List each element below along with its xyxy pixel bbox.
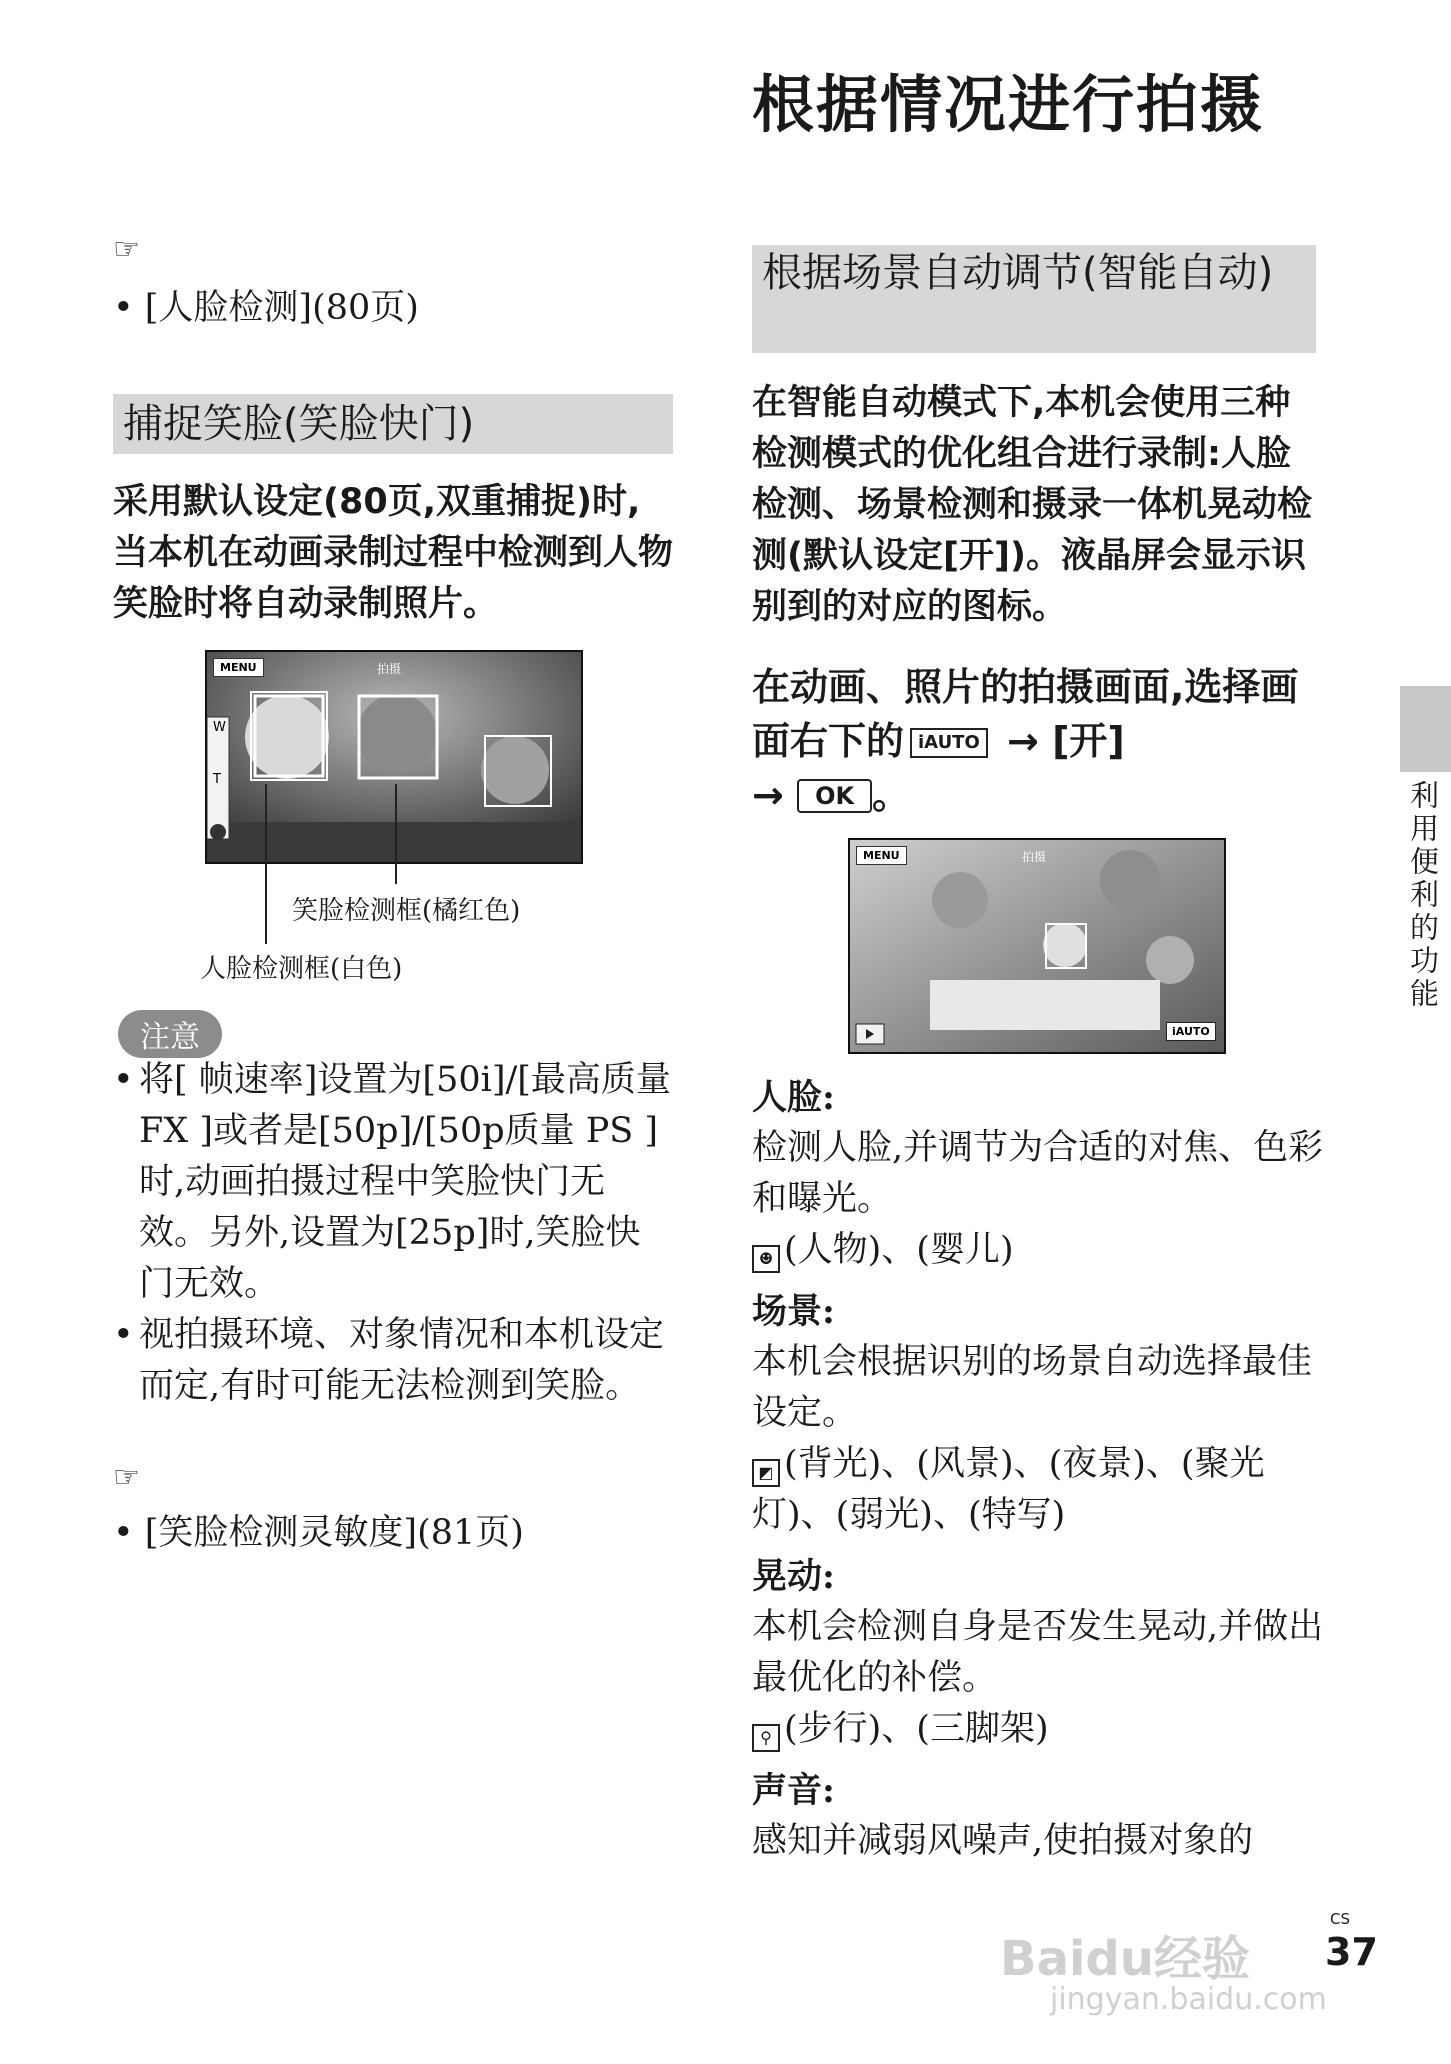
scene-icons-text: (背光)、(风景)、(夜景)、(聚光灯)、(弱光)、(特写)	[752, 1444, 1265, 1535]
sound-section-title: 声音:	[752, 1770, 835, 1811]
reference-text-bottom: [笑脸检测灵敏度](81页)	[144, 1513, 524, 1553]
watermark-url: jingyan.baidu.com	[1050, 1982, 1327, 2017]
side-tab-label: 利用便利的功能	[1406, 780, 1440, 1011]
child-face	[1043, 923, 1087, 967]
reference-link-smile-sensitivity[interactable]: • [笑脸检测灵敏度](81页)	[113, 1513, 524, 1553]
notes-list	[113, 1055, 673, 1412]
child-face-left	[245, 695, 329, 779]
adult-face-right	[1100, 850, 1160, 910]
note-item: • 将[ 帧速率]设置为[50i]/[最高质量 FX ]或者是[50p]/[50p质量 PS ]时,动画拍摄过程中笑脸快门无效。另外,设置为[25p]时,笑脸快门无效。	[113, 1055, 673, 1310]
menu-button[interactable]: MENU	[213, 658, 264, 677]
shoot-label: 拍摄	[377, 662, 402, 676]
instruction-step	[752, 660, 1322, 822]
face-icons-row	[752, 1225, 1332, 1276]
portrait-icon: ☻	[752, 1245, 780, 1273]
caption-face-frame: 人脸检测框(白色)	[200, 954, 403, 984]
face-section-title: 人脸:	[752, 1077, 835, 1118]
note-badge: 注意	[118, 1010, 222, 1058]
face-icons-text: (人物)、(婴儿)	[784, 1230, 1014, 1270]
detection-details	[752, 1072, 1332, 1867]
ok-button[interactable]: OK	[797, 779, 872, 813]
child-face-right	[1146, 936, 1194, 984]
reference-icon: ☞	[113, 232, 140, 267]
scene-icons-row	[752, 1439, 1332, 1541]
page-number: 37	[1325, 1930, 1378, 1974]
caption-leader-smile	[395, 784, 397, 884]
instruction-text: 在动画、照片的拍摄画面,选择画面右下的	[752, 665, 1299, 763]
shoot-label-right: 拍摄	[1022, 850, 1047, 864]
adult-face-left	[932, 872, 988, 928]
shake-section-desc: 本机会检测自身是否发生晃动,并做出最优化的补偿。	[752, 1607, 1324, 1698]
reference-icon-bottom: ☞	[113, 1460, 140, 1495]
backlight-icon: ◩	[752, 1459, 780, 1487]
smile-shutter-screen-image	[205, 650, 583, 864]
section-header-smile-shutter: 捕捉笑脸(笑脸快门)	[113, 394, 673, 454]
child-face-right	[481, 736, 549, 804]
smile-shutter-illustration	[207, 652, 581, 862]
intelligent-auto-intro: 在智能自动模式下,本机会使用三种检测模式的优化组合进行录制:人脸检测、场景检测和摄录一体机晃动检测(默认设定[开])。液晶屏会显示识别到的对应的图标。	[752, 383, 1313, 627]
shake-icons-text: (步行)、(三脚架)	[784, 1709, 1049, 1749]
arrow-icon: →	[752, 773, 784, 817]
menu-button-right[interactable]: MENU	[856, 846, 907, 865]
page-title: 根据情况进行拍摄	[752, 68, 1265, 141]
note-item: • 视拍摄环境、对象情况和本机设定而定,有时可能无法检测到笑脸。	[113, 1310, 673, 1412]
zoom-w-label: W	[213, 720, 226, 735]
child-face-center	[357, 694, 437, 774]
walking-icon: ⚲	[752, 1724, 780, 1752]
record-button-icon[interactable]	[210, 824, 226, 840]
instruction-end: 。	[872, 773, 911, 817]
section-header-intelligent-auto: 根据场景自动调节(智能自动)	[752, 245, 1316, 353]
instruction-text-on: → [开]	[993, 719, 1125, 763]
intelligent-auto-screen-image	[848, 838, 1226, 1054]
iauto-button-icon[interactable]: iAUTO	[910, 728, 988, 758]
sound-section-desc: 感知并减弱风噪声,使拍摄对象的	[752, 1821, 1254, 1861]
reference-link-face-detection[interactable]: • [人脸检测](80页)	[113, 288, 419, 328]
iauto-badge[interactable]: iAUTO	[1166, 1022, 1216, 1041]
family-illustration	[850, 840, 1224, 1052]
side-tab-marker[interactable]	[1400, 686, 1451, 772]
shake-icons-row	[752, 1704, 1332, 1755]
language-code: CS	[1330, 1910, 1350, 1928]
smile-shutter-intro: 采用默认设定(80页,双重捕捉)时,当本机在动画录制过程中检测到人物笑脸时将自动录制照片。	[113, 482, 674, 624]
caption-smile-frame: 笑脸检测框(橘红色)	[292, 896, 521, 926]
table	[930, 980, 1160, 1030]
reference-text: [人脸检测](80页)	[144, 288, 419, 328]
shake-section-title: 晃动:	[752, 1556, 835, 1597]
zoom-t-label: T	[213, 772, 221, 787]
watermark-logo: Baidu经验	[1000, 1931, 1250, 1987]
scene-section-desc: 本机会根据识别的场景自动选择最佳设定。	[752, 1342, 1313, 1433]
caption-leader-face	[265, 784, 267, 944]
scene-section-title: 场景:	[752, 1291, 835, 1332]
face-section-desc: 检测人脸,并调节为合适的对焦、色彩和曝光。	[752, 1128, 1324, 1219]
